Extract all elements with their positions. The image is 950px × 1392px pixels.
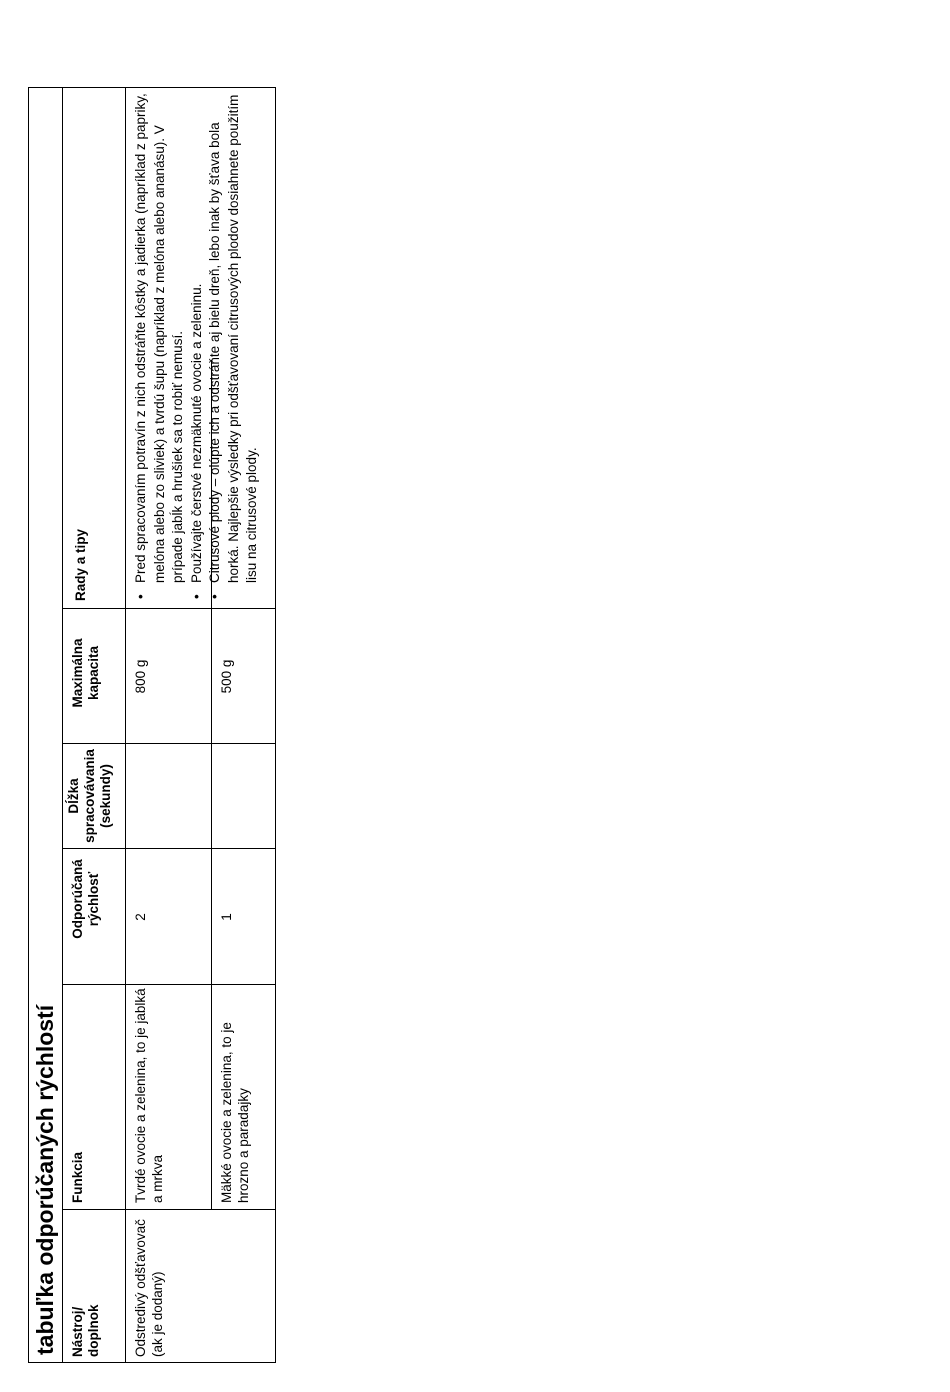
header-tool: Nástroj/ doplnok: [70, 1304, 101, 1357]
row2-speed: 1: [219, 913, 234, 921]
tip-item: • Pred spracovaním potravín z nich odstráňte kôstky a jadierka (napríklad z papriky, melóna alebo zo sliviek) a tvrdú šupu (napríklad z melóna alebo ananásu). V prípade jabĺk a hrušiek sa to robiť nemusí.: [132, 91, 188, 583]
header-capacity: Maximálna kapacita: [70, 638, 101, 708]
row1-capacity: 800 g: [133, 659, 148, 694]
col-divider-function: [63, 984, 276, 985]
tip-item: • Používajte čerstvé nezmäknuté ovocie a zeleninu.: [188, 91, 207, 583]
col-divider-capacity: [63, 608, 276, 609]
tips-cell: [132, 91, 262, 601]
row2-function: Mäkké ovocie a zelenina, to je hrozno a paradajky: [219, 1022, 251, 1203]
header-speed: Odporúčaná rýchlosť: [70, 859, 101, 939]
page-title: tabuľka odporúčaných rýchlostí: [28, 87, 63, 1363]
row1-speed: 2: [133, 913, 148, 921]
rotated-page: [28, 87, 276, 1363]
row1-function: Tvrdé ovocie a zelenina, to je jablká a mrkva: [133, 988, 165, 1203]
col-divider-duration: [63, 743, 276, 744]
header-function: Funkcia: [70, 1151, 85, 1203]
tool-cell: Odstredivý odšťavovač (ak je dodaný): [133, 1219, 165, 1357]
tips-list: [132, 91, 262, 601]
tip-item: • Citrusové plody – olúpte ich a odstráňte aj bielu dreň, lebo inak by šťava bola horká. Najlepšie výsledky pri odšťavovaní citrusových plodov dosiahnete použitím lisu na citrusové plody.: [206, 91, 262, 583]
header-tips: Rady a tipy: [73, 528, 88, 601]
row2-capacity: 500 g: [219, 659, 234, 694]
col-divider-tool: [63, 1209, 276, 1210]
header-duration: Dĺžka spracovávania (sekundy): [66, 749, 113, 843]
header-divider: [125, 87, 126, 1363]
